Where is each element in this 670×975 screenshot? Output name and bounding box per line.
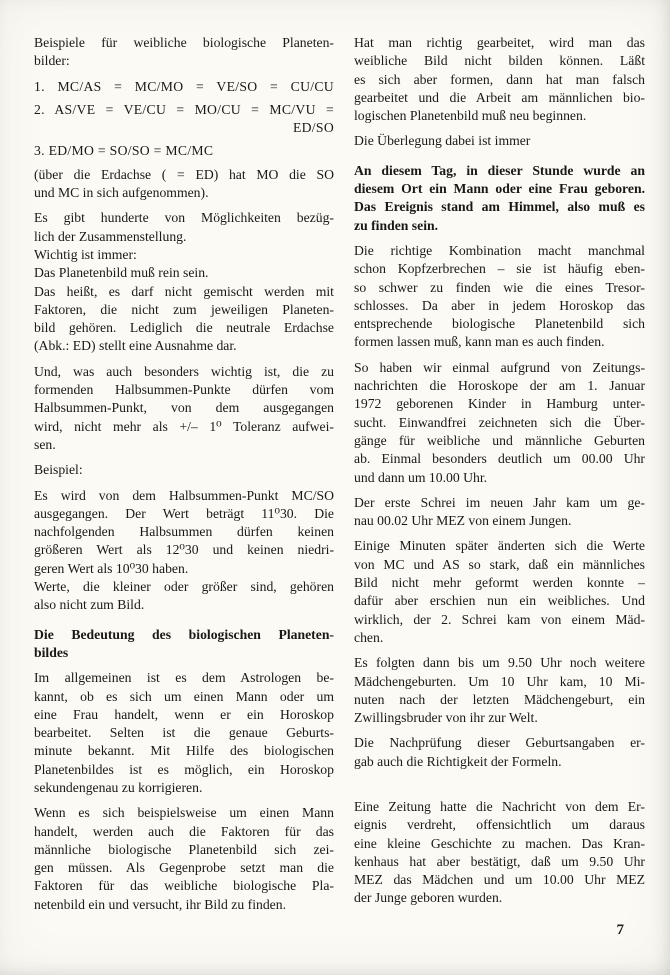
paragraph	[354, 34, 645, 125]
text-line: dafür aber erschien nun ein weibliches. Und	[354, 593, 645, 609]
text-line: schlosses. Da aber in jedem Horoskop das	[354, 297, 645, 313]
text-line: formenden Halbsummen-Punkte dürfen vom	[34, 382, 334, 398]
paragraph	[34, 363, 334, 454]
text-line: Faktoren, die nicht zum jeweiligen Planeten-	[34, 301, 334, 317]
paragraph	[354, 734, 645, 771]
text-line: also nicht zum Bild.	[34, 597, 145, 613]
text-line: 1. MC/AS = MC/MO = VE/SO = CU/CU	[34, 78, 334, 94]
text-line: Und, was auch besonders wichtig ist, die zu	[34, 363, 334, 379]
text-line: ausgegangen. Der Wert beträgt 11⁰30. Die	[34, 505, 334, 521]
text-line: kannt, ob es sich um einen Mann oder um	[34, 688, 334, 704]
text-line: Das Planetenbild muß rein sein.	[34, 265, 209, 281]
paragraph	[34, 487, 334, 615]
paragraph	[34, 461, 334, 479]
text-line: Es wird von dem Halbsummen-Punkt MC/SO	[34, 487, 334, 503]
text-line: netenbild ein und versucht, ihr Bild zu finden.	[34, 896, 287, 912]
paragraph	[34, 804, 334, 914]
text-line: diesem Ort ein Mann oder eine Frau geboren.	[354, 181, 645, 197]
text-line: wirklich, der 2. Schrei kam von einem Mäd-	[354, 611, 645, 627]
paragraph	[354, 242, 645, 352]
text-line: Der erste Schrei im neuen Jahr kam um ge-	[354, 494, 645, 510]
text-line: bild gehören. Lediglich die neutrale Erdachse	[34, 320, 334, 336]
text-line: geren Wert als 10⁰30 haben.	[34, 560, 189, 576]
page-number: 7	[616, 922, 624, 938]
text-line: gearbeitet und die Arbeit am männlichen bio-	[354, 89, 645, 105]
text-line: nachrichten die Horoskope der am 1. Januar	[354, 378, 645, 394]
text-line: bilder:	[34, 53, 70, 69]
text-line: ab. Einmal besonders deutlich um 00.00 Uhr	[354, 451, 645, 467]
paragraph	[34, 166, 334, 203]
text-line: nau 00.02 Uhr MEZ von einem Jungen.	[354, 513, 572, 529]
text-line: So haben wir einmal aufgrund von Zeitungs-	[354, 359, 645, 375]
paragraph	[354, 494, 645, 531]
text-line: eine Frau handelt, wenn er ein Horoskop	[34, 706, 334, 722]
right-column	[354, 34, 645, 921]
text-line: An diesem Tag, in dieser Stunde wurde an	[354, 162, 645, 178]
text-line: nuten nach der letzten Mädchengeburt, ein	[354, 691, 645, 707]
text-line: 3. ED/MO = SO/SO = MC/MC	[34, 143, 214, 159]
text-line: Es folgten dann bis um 9.50 Uhr noch weitere	[354, 655, 645, 671]
paragraph	[354, 537, 645, 647]
text-line: gen müssen. Als Gegenprobe setzt man die	[34, 860, 334, 876]
text-line: gab auch die Richtigkeit der Formeln.	[354, 753, 562, 769]
text-line: handelt, werden auch die Faktoren für das	[34, 823, 334, 839]
paragraph	[354, 798, 645, 908]
text-line: Die richtige Kombination macht manchmal	[354, 242, 645, 258]
text-line: Im allgemeinen ist es dem Astrologen be-	[34, 670, 334, 686]
text-line: wird, nicht mehr als +/– 1⁰ Toleranz aufwei-	[34, 418, 334, 434]
text-line: Faktoren für das weibliche biologische Pla-	[34, 878, 334, 894]
paragraph	[34, 101, 334, 138]
text-line: sucht. Einwandfrei zeichneten sich die Über-	[354, 414, 645, 430]
text-line: Die Bedeutung des biologischen Planeten-	[34, 626, 334, 642]
paragraph	[34, 209, 334, 355]
paragraph	[354, 359, 645, 487]
text-line: (Abk.: ED) stellt eine Ausnahme dar.	[34, 338, 237, 354]
text-line: minute bekannt. Mit Hilfe des biologischen	[34, 743, 334, 759]
text-line: Bild nicht mehr geformt werden konnte –	[354, 575, 645, 591]
paragraph	[354, 132, 645, 150]
text-line: von MC und AS so stark, daß ein männliches	[354, 556, 645, 572]
text-line: MEZ das Mädchen und um 10.00 Uhr MEZ	[354, 872, 645, 888]
text-line: 2. AS/VE = VE/CU = MO/CU = MC/VU =	[34, 101, 334, 117]
text-line: entsprechende biologische Planetenbild sich	[354, 316, 645, 332]
text-line: eignis verdreht, offensichtlich um daraus	[354, 817, 645, 833]
text-line: Das Ereignis stand am Himmel, also muß es	[354, 199, 645, 215]
text-line: gänge für weibliche und männliche Geburten	[354, 432, 645, 448]
heading	[354, 162, 645, 235]
text-line: Hat man richtig gearbeitet, wird man das	[354, 35, 645, 50]
paragraph	[34, 78, 334, 96]
text-line: Werte, die kleiner oder größer sind, gehören	[34, 579, 334, 595]
text-line: formen lassen muß, kann man es auch finden.	[354, 334, 605, 350]
paragraph	[354, 654, 645, 727]
text-line: der Junge geboren wurden.	[354, 890, 503, 906]
left-column	[34, 34, 334, 921]
text-line: so schwer zu finden wie die eines Tresor-	[354, 279, 645, 295]
text-line: Beispiele für weibliche biologische Planeten-	[34, 35, 334, 50]
paragraph	[34, 142, 334, 160]
text-line: und MC in sich aufgenommen).	[34, 185, 209, 201]
text-line: Einige Minuten später änderten sich die Werte	[354, 538, 645, 554]
text-line: es sich aber formen, dann hat man falsch	[354, 71, 645, 87]
text-line: Wenn es sich beispielsweise um einen Mann	[34, 805, 334, 821]
text-line: schon Kopfzerbrechen – sie ist häufig eben-	[354, 261, 645, 277]
text-line: sekundengenau zu korrigieren.	[34, 779, 203, 795]
text-line: Beispiel:	[34, 462, 83, 478]
text-line: logischen Planetenbild muß neu beginnen.	[354, 108, 587, 124]
text-line: Die Überlegung dabei ist immer	[354, 133, 531, 149]
text-line: Es gibt hunderte von Möglichkeiten bezüg-	[34, 210, 334, 226]
heading	[34, 626, 334, 663]
text-line: Halbsummen-Punkt, von dem ausgegangen	[34, 400, 334, 416]
text-line: eine kleine Geschichte zu machen. Das Kran-	[354, 835, 645, 851]
text-line: Mädchengeburten. Um 10 Uhr kam, 10 Mi-	[354, 673, 645, 689]
text-line: und dann um 10.00 Uhr.	[354, 469, 488, 485]
text-line: Planetenbildes ist es möglich, ein Horoskop	[34, 761, 334, 777]
text-line: chen.	[354, 629, 384, 645]
text-line: Das heißt, es darf nicht gemischt werden mit	[34, 283, 334, 299]
text-line: männliche biologische Planetenbild sich zei-	[34, 841, 334, 857]
text-line: Zwillingsbruder von ihr zur Welt.	[354, 710, 538, 726]
text-line: ED/SO	[292, 120, 334, 136]
text-line: bildes	[34, 644, 69, 660]
text-line: lich der Zusammenstellung.	[34, 228, 187, 244]
paragraph	[34, 669, 334, 797]
text-line: weibliche Bild nicht bilden können. Läßt	[354, 53, 645, 69]
text-line: 1972 geborenen Kinder in Hamburg unter-	[354, 396, 645, 412]
text-line: (über die Erdachse ( = ED) hat MO die SO	[34, 166, 334, 182]
text-line: nachfolgenden Halbsummen dürfen keinen	[34, 524, 334, 540]
text-line: Wichtig ist immer:	[34, 246, 137, 262]
text-line: kenhaus hat aber bestätigt, daß um 9.50 Uhr	[354, 853, 645, 869]
text-line: zu finden sein.	[354, 217, 439, 233]
text-line: Eine Zeitung hatte die Nachricht von dem Er-	[354, 798, 645, 814]
text-line: Die Nachprüfung dieser Geburtsangaben er-	[354, 735, 645, 751]
text-line: bearbeitet. Selten ist die genaue Geburts-	[34, 725, 334, 741]
text-line: größeren Wert als 12⁰30 und keinen niedri-	[34, 542, 334, 558]
paragraph	[34, 34, 334, 71]
text-line: sen.	[34, 436, 56, 452]
